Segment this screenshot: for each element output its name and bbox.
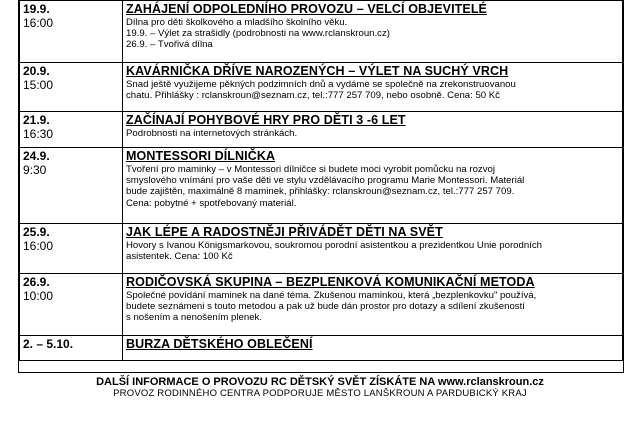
event-day: 26.9. xyxy=(23,275,50,289)
event-row xyxy=(20,112,623,148)
event-description-line: budete seznámeni s touto metodou a pak už bude dán prostor pro dotazy a sdílení zkušeností xyxy=(126,301,525,313)
event-description-line: Tvoření pro maminky – v Montessori dílničce si budete moci vyrobit pomůcku na rozvoj xyxy=(126,164,495,175)
event-row xyxy=(20,148,623,224)
event-date-cell xyxy=(20,274,123,336)
event-description-line: Podrobnosti na internetových stránkách. xyxy=(126,128,298,139)
event-info-cell xyxy=(123,148,623,224)
event-time: 16:00 xyxy=(23,16,54,30)
event-description-line: Dílna pro děti školkového a mladšího školního věku. xyxy=(126,17,348,28)
event-title: KAVÁRNIČKA DŘÍVE NAROZENÝCH – VÝLET NA SUCHÝ VRCH xyxy=(126,64,509,78)
event-description-line: 26.9. – Tvořivá dílna xyxy=(126,39,213,51)
event-title: ZAHÁJENÍ ODPOLEDNÍHO PROVOZU – VELCÍ OBJEVITELÉ xyxy=(126,2,487,16)
event-description-line: Hovory s Ivanou Königsmarkovou, soukromou porodní asistentkou a prezidentkou Unie porodních xyxy=(126,240,542,251)
event-description-line: Cena: pobytné + spotřebovaný materiál. xyxy=(126,197,297,209)
event-date-cell xyxy=(20,148,123,224)
event-day: 24.9. xyxy=(23,149,50,163)
event-row xyxy=(20,274,623,336)
event-time: 16:00 xyxy=(23,239,54,253)
footer-sponsors: PROVOZ RODINNÉHO CENTRA PODPORUJE MĚSTO LANŠKROUN A PARDUBICKÝ KRAJ xyxy=(113,388,527,399)
event-info-cell xyxy=(123,63,623,112)
event-description-line: Snad ještě využijeme pěkných podzimních dnů a vydáme se společně na zrekonstruovanou xyxy=(126,79,516,90)
events-table xyxy=(19,0,623,361)
event-day: 2. – 5.10. xyxy=(23,337,74,351)
event-description-line: asistentek. Cena: 100 Kč xyxy=(126,251,233,263)
event-row xyxy=(20,224,623,274)
event-time: 16:30 xyxy=(23,127,54,141)
event-info-cell xyxy=(123,112,623,148)
event-description-line: chatu. Přihlášky : rclanskroun@seznam.cz, tel.:777 257 709, nebo osobně. Cena: 50 Kč xyxy=(126,90,500,102)
event-row xyxy=(20,1,623,63)
event-info-cell xyxy=(123,274,623,336)
event-description-line: smyslového vnímání pro vaše děti ve stylu vzdělávacího programu Marie Montessori. Materiál xyxy=(126,175,525,187)
event-title: ZAČÍNAJÍ POHYBOVÉ HRY PRO DĚTI 3 -6 LET xyxy=(126,113,406,127)
event-day: 21.9. xyxy=(23,113,50,127)
event-day: 25.9. xyxy=(23,225,50,239)
event-time: 9:30 xyxy=(23,163,47,177)
program-sheet xyxy=(18,0,624,373)
event-row xyxy=(20,336,623,361)
event-title: JAK LÉPE A RADOSTNĚJI PŘIVÁDĚT DĚTI NA SVĚT xyxy=(126,225,443,239)
event-time: 10:00 xyxy=(23,289,54,303)
event-info-cell xyxy=(123,1,623,63)
event-date-cell xyxy=(20,63,123,112)
event-time: 15:00 xyxy=(23,78,54,92)
event-date-cell xyxy=(20,1,123,63)
event-info-cell xyxy=(123,336,623,361)
event-title: BURZA DĚTSKÉHO OBLEČENÍ xyxy=(126,337,313,351)
event-description-line: 19.9. – Výlet za strašidly (podrobnosti na www.rclanskroun.cz) xyxy=(126,28,390,40)
event-title: MONTESSORI DÍLNIČKA xyxy=(126,149,276,163)
event-day: 20.9. xyxy=(23,64,50,78)
event-row xyxy=(20,63,623,112)
event-date-cell xyxy=(20,224,123,274)
event-day: 19.9. xyxy=(23,2,50,16)
footer-info: DALŠÍ INFORMACE O PROVOZU RC DĚTSKÝ SVĚT ZÍSKÁTE NA www.rclanskroun.cz xyxy=(96,376,544,388)
event-date-cell xyxy=(20,336,123,361)
event-date-cell xyxy=(20,112,123,148)
event-info-cell xyxy=(123,224,623,274)
event-title: RODIČOVSKÁ SKUPINA – BEZPLENKOVÁ KOMUNIKAČNÍ METODA xyxy=(126,275,535,289)
event-description-line: s nošením a nenošením plenek. xyxy=(126,312,262,324)
event-description-line: bude zajištěn, maximálně 8 maminek, přihlášky: rclanskroun@seznam.cz, tel.:777 257 709. xyxy=(126,186,515,198)
event-description-line: Společné povídání maminek na dané téma. Zkušenou maminkou, která „bezplenkovku" používá, xyxy=(126,290,537,301)
